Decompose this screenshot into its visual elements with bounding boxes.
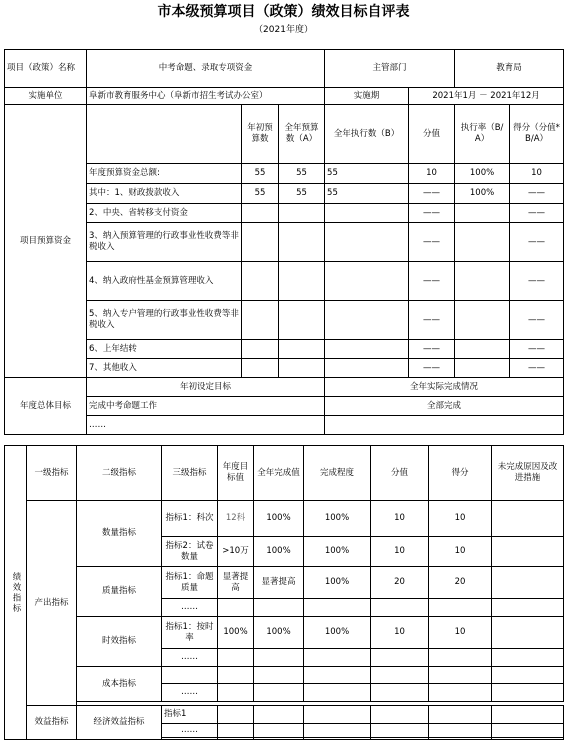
table-row: 5、纳入专户管理的行政事业性收费等非税收入 —— —— <box>5 301 564 340</box>
table-row: 年度预算资金总额: 55 55 55 10 100% 10 <box>5 164 564 184</box>
hdr-level3: 三级指标 <box>162 446 218 501</box>
budget-table <box>4 49 564 435</box>
table-row: 时效指标 指标1：按时率 100% 100% 100% 10 10 <box>5 617 564 649</box>
goals-more: …… <box>87 416 325 435</box>
dept-label: 主管部门 <box>325 50 455 88</box>
quantity-label: 数量指标 <box>77 501 162 567</box>
output-indicators-label: 产出指标 <box>27 501 77 706</box>
table-row: 2、中央、省转移支付资金 —— —— <box>5 204 564 223</box>
budget-section-label: 项目预算资金 <box>5 105 87 378</box>
goals-section-label: 年度总体目标 <box>5 378 87 435</box>
table-row: 4、纳入政府性基金预算管理收入 —— —— <box>5 262 564 301</box>
unit-label: 实施单位 <box>5 88 87 105</box>
indicators-section-label: 绩效指标 <box>5 446 27 740</box>
col-score: 分值 <box>409 105 455 164</box>
unit-value: 阜新市教育服务中心（阜新市招生考试办公室） <box>87 88 325 105</box>
hdr-degree: 完成程度 <box>304 446 371 501</box>
col-annual-budget: 全年预算数（A） <box>279 105 325 164</box>
hdr-points: 得分 <box>429 446 492 501</box>
table-row: 7、其他收入 —— —— <box>5 359 564 378</box>
hdr-level1: 一级指标 <box>27 446 77 501</box>
project-name: 中考命题、录取专项资金 <box>87 50 325 88</box>
table-row: 6、上年结转 —— —— <box>5 340 564 359</box>
col-initial-budget: 年初预算数 <box>242 105 279 164</box>
page-subtitle: （2021年度） <box>254 25 313 35</box>
hdr-target: 年度目标值 <box>218 446 254 501</box>
table-row <box>5 667 564 684</box>
table-row: 其中：1、财政拨款收入 55 55 55 —— 100% —— <box>5 184 564 204</box>
table-row: …… <box>5 599 564 617</box>
hdr-reasons: 未完成原因及改进措施 <box>492 446 564 501</box>
goals-initial-text: 完成中考命题工作 <box>87 397 325 416</box>
table-row: …… <box>5 724 564 738</box>
hdr-level2: 二级指标 <box>77 446 162 501</box>
page-title: 市本级预算项目（政策）绩效目标自评表 <box>157 4 410 20</box>
indicators-table <box>4 445 564 740</box>
hdr-actual: 全年完成值 <box>254 446 304 501</box>
col-points: 得分（分值*B/A） <box>510 105 564 164</box>
period-label: 实施期 <box>325 88 409 105</box>
table-row: 效益指标 经济效益指标 指标1 <box>5 706 564 724</box>
hdr-score: 分值 <box>371 446 429 501</box>
goals-actual-text: 全部完成 <box>325 397 564 416</box>
table-row: 指标2：试卷数量 >10万 100% 100% 10 10 <box>5 537 564 567</box>
goals-actual-header: 全年实际完成情况 <box>325 378 564 397</box>
timeliness-label: 时效指标 <box>77 617 162 667</box>
table-row: …… <box>5 649 564 667</box>
econ-label: 经济效益指标 <box>77 706 162 740</box>
table-row: 产出指标 数量指标 指标1：科次 12科 100% 100% 10 10 <box>5 501 564 537</box>
goals-initial-header: 年初设定目标 <box>87 378 325 397</box>
table-row: 质量指标 指标1：命题质量 显著提高 显著提高 100% 20 20 <box>5 567 564 599</box>
table-row: …… <box>5 684 564 702</box>
period-value: 2021年1月 － 2021年12月 <box>409 88 564 105</box>
project-name-label: 项目（政策）名称 <box>5 50 87 88</box>
table-row: 3、纳入预算管理的行政事业性收费等非税收入 —— —— <box>5 223 564 262</box>
benefit-label: 效益指标 <box>27 706 77 740</box>
col-exec-rate: 执行率（B/A） <box>455 105 510 164</box>
dept-value: 教育局 <box>455 50 564 88</box>
cost-label: 成本指标 <box>77 667 162 702</box>
col-annual-exec: 全年执行数（B） <box>325 105 409 164</box>
quality-label: 质量指标 <box>77 567 162 617</box>
